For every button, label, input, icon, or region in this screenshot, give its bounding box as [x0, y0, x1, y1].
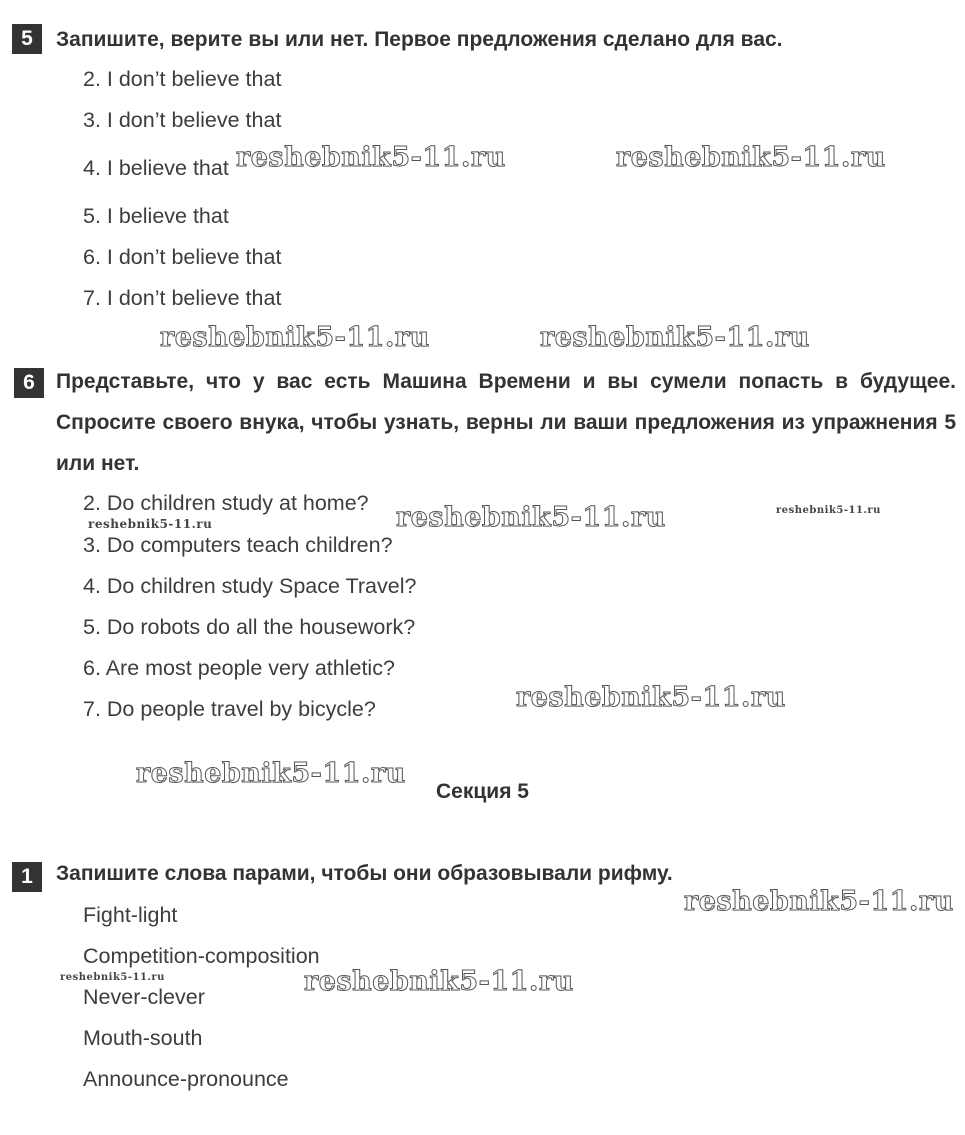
watermark: reshebnik5-11.ru: [684, 886, 954, 917]
exercise-1-instruction: Запишите слова парами, чтобы они образовывали рифму.: [56, 862, 673, 885]
watermark: reshebnik5-11.ru: [396, 502, 666, 533]
exercise-6-line: 5. Do robots do all the housework?: [83, 615, 416, 639]
watermark: reshebnik5-11.ru: [160, 322, 430, 353]
watermark: reshebnik5-11.ru: [88, 517, 213, 531]
exercise-5-number-badge: 5: [12, 24, 42, 54]
exercise-1-number-badge: 1: [12, 862, 42, 892]
exercise-6-number-badge: 6: [14, 368, 44, 398]
exercise-1-line: Competition-composition: [83, 944, 320, 968]
exercise-1-line: Never-clever: [83, 985, 205, 1009]
watermark: reshebnik5-11.ru: [304, 966, 574, 997]
watermark: reshebnik5-11.ru: [60, 972, 165, 983]
exercise-5-line: 5. I believe that: [83, 204, 229, 228]
section-title: Секция 5: [436, 780, 529, 803]
exercise-6-instruction: Представьте, что у вас есть Машина Времени и вы сумели попасть в будущее. Спросите своего внука, чтобы узнать, верны ли ваши предложения из упражнения 5 или нет.: [56, 370, 956, 475]
exercise-5-instruction: Запишите, верите вы или нет. Первое предложения сделано для вас.: [56, 28, 783, 51]
exercise-5-line: 3. I don’t believe that: [83, 108, 282, 132]
watermark: reshebnik5-11.ru: [776, 505, 881, 516]
exercise-1-line: Mouth-south: [83, 1026, 203, 1050]
watermark: reshebnik5-11.ru: [540, 322, 810, 353]
exercise-5-line: 7. I don’t believe that: [83, 286, 282, 310]
exercise-5-line: 2. I don’t believe that: [83, 67, 282, 91]
exercise-1-line: Announce-pronounce: [83, 1067, 289, 1091]
watermark: reshebnik5-11.ru: [136, 758, 406, 789]
exercise-5-line: 4. I believe that: [83, 156, 229, 180]
exercise-6-line: 2. Do children study at home?: [83, 491, 369, 515]
exercise-6-line: 7. Do people travel by bicycle?: [83, 697, 376, 721]
exercise-6-line: 6. Are most people very athletic?: [83, 656, 395, 680]
exercise-6-line: 3. Do computers teach children?: [83, 533, 393, 557]
watermark: reshebnik5-11.ru: [236, 142, 506, 173]
exercise-6-line: 4. Do children study Space Travel?: [83, 574, 417, 598]
watermark: reshebnik5-11.ru: [616, 142, 886, 173]
exercise-5-line: 6. I don’t believe that: [83, 245, 282, 269]
exercise-1-line: Fight-light: [83, 903, 178, 927]
watermark: reshebnik5-11.ru: [516, 682, 786, 713]
